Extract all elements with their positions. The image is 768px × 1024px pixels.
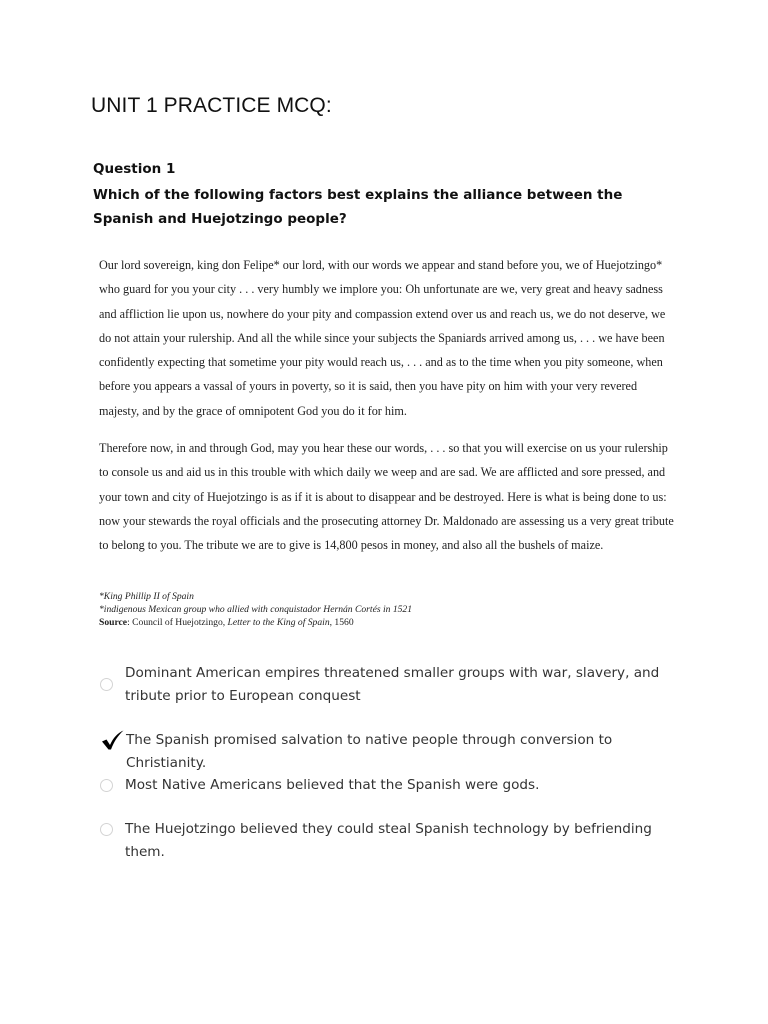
source-label: Source: [99, 617, 128, 628]
checkmark-icon[interactable]: [100, 729, 125, 751]
passage-paragraph-1: Our lord sovereign, king don Felipe* our lord, with our words we appear and stand before you, we of Huejotzingo* who guard for you your city . . . very humbly we implore you: Oh unfortunate are we, very great and heavy sadness and affliction lie upon us, nowhere do your pity and compassion extend over us and reach us, we do not deserve, we do not attain your rulership. And all the while since your subjects the Spaniards arrived among us, . . . we have been confidently expecting that sometime your pity would reach us, . . . and as to the time when you pity someone, when before you appears a vassal of yours in poverty, so it is said, then you have pity on him with your very revered majesty, and by the grace of omnipotent God you do it for him.: [99, 258, 666, 418]
source-prefix: : Council of Huejotzingo,: [127, 617, 228, 628]
question-number: Question 1: [93, 161, 176, 177]
source-citation: [99, 616, 412, 629]
page-title: UNIT 1 PRACTICE MCQ:: [91, 94, 332, 117]
answer-option-4[interactable]: [100, 818, 680, 863]
source-title: Letter to the King of Spain: [227, 617, 330, 628]
passage-paragraph-2: Therefore now, in and through God, may you hear these our words, . . . so that you will exercise on us your rulership to console us and aid us in this trouble with which daily we weep and are sad. We are afflicted and sore pressed, and your town and city of Huejotzingo is as if it is about to disappear and be destroyed. Here is what is being done to us: now your stewards the royal officials and the prosecuting attorney Dr. Maldonado are assessing us a very great tribute to belong to you. The tribute we are to give is 14,800 pesos in money, and also all the bushels of maize.: [99, 441, 674, 553]
passage-footnotes: [99, 590, 412, 629]
answer-option-label: The Spanish promised salvation to native people through conversion to Christianity.: [126, 732, 613, 771]
footnote-king: *King Phillip II of Spain: [99, 591, 194, 602]
answer-option-1[interactable]: [100, 662, 680, 707]
radio-circle-icon[interactable]: [100, 823, 113, 836]
answer-option-label: Dominant American empires threatened smaller groups with war, slavery, and tribute prior to European conquest: [125, 665, 660, 704]
footnote-huejotzingo: *indigenous Mexican group who allied with conquistador Hernán Cortés in 1521: [99, 604, 413, 615]
radio-circle-icon[interactable]: [100, 678, 113, 691]
answer-option-3[interactable]: [100, 774, 680, 797]
answer-option-label: Most Native Americans believed that the Spanish were gods.: [125, 777, 540, 793]
source-year: , 1560: [329, 617, 354, 628]
answer-option-label: The Huejotzingo believed they could steal Spanish technology by befriending them.: [125, 821, 652, 860]
radio-circle-icon[interactable]: [100, 779, 113, 792]
question-text: Which of the following factors best explains the alliance between the Spanish and Huejotzingo people?: [93, 187, 623, 227]
answer-option-2[interactable]: [100, 729, 680, 774]
